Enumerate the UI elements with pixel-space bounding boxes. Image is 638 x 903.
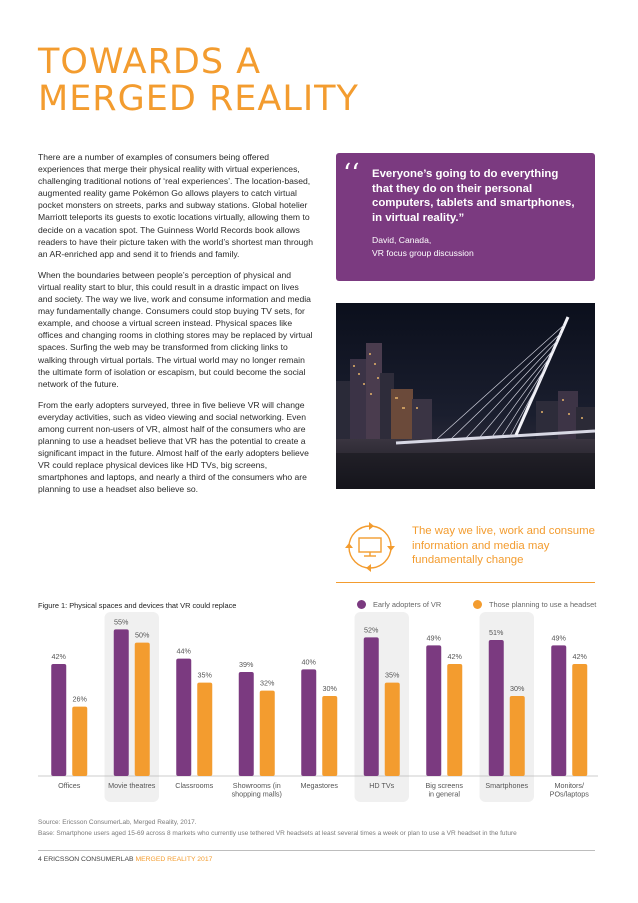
bar-planning (72, 707, 87, 776)
body-paragraph-3: From the early adopters surveyed, three in five believe VR will change everyday activities, such as video viewing and social networking. Even among current non-users of VR, almost half of the consumers who are planning to use a headset believe that VR has the potential to create a significant impact in the future. Almost half of the early adopters believe VR could replace physical devices like HD TVs, big screens, smartphones and laptops, and nearly a third of the consumers who are planning to use a headset also believe so. (38, 399, 309, 495)
data-label: 52% (364, 625, 379, 635)
quote-source: VR focus group discussion (372, 248, 474, 259)
bar-early-adopters (551, 645, 566, 776)
quote-mark-icon: ‘‘ (343, 159, 360, 189)
data-label: 50% (135, 630, 150, 640)
body-text (38, 151, 313, 505)
data-label: 42% (51, 652, 66, 661)
data-label: 35% (385, 670, 400, 680)
bar-early-adopters (489, 640, 504, 776)
bar-early-adopters (301, 669, 316, 776)
quote-attribution (372, 234, 579, 260)
bar-chart (38, 612, 598, 802)
legend-label: Early adopters of VR (373, 600, 442, 609)
bar-planning (572, 664, 587, 776)
bar-early-adopters (114, 629, 129, 776)
quote-text: Everyone’s going to do everything that they do on their personal computers, tablets and smartphones, in virtual reality.” (372, 168, 575, 224)
data-label: 30% (322, 684, 337, 693)
monitor-cycle-icon (344, 521, 396, 573)
quote-box (336, 153, 595, 281)
city-bridge-image (336, 303, 595, 489)
bar-planning (322, 696, 337, 776)
bar-early-adopters (426, 645, 441, 776)
bar-planning (385, 683, 400, 776)
data-label: 39% (239, 660, 254, 669)
legend-item-planning (473, 600, 596, 609)
bar-chart-svg (38, 612, 598, 802)
category-label: Big screens (425, 781, 464, 790)
data-label: 44% (176, 646, 191, 656)
bar-planning (197, 683, 212, 776)
category-label: POs/laptops (549, 789, 589, 799)
quote-author: David, Canada, (372, 235, 432, 246)
body-paragraph-2: When the boundaries between people’s perception of physical and virtual reality start to blur, this could result in a drastic impact on lives and society. The way we live, work and consume information and media may fundamentally change. Consumers could stop buying TV sets, for example, and choose a virtual screen instead. Physical spaces like offices and changing rooms in clothing stores may be replaced by virtual spaces. Surfing the web may be transformed from clicking links to walking through virtual portals. The virtual world may no longer remain the ultimate form of isolation or escapism, but could become the social network of the future. (38, 269, 313, 389)
category-label: HD TVs (369, 781, 395, 790)
bar-planning (260, 691, 275, 776)
callout-divider (336, 582, 595, 583)
figure-title: Figure 1: Physical spaces and devices that VR could replace (38, 601, 237, 610)
category-label: in general (428, 789, 461, 799)
bar-planning (447, 664, 462, 776)
title-line-1: TOWARDS A (38, 42, 262, 82)
data-label: 30% (510, 684, 525, 693)
category-label: Monitors/ (554, 781, 585, 790)
page-footer (38, 856, 212, 863)
page-title (38, 44, 359, 118)
category-label: Showrooms (in (232, 781, 281, 790)
page-number: 4 (38, 856, 42, 863)
data-label: 49% (551, 633, 566, 643)
category-label: Classrooms (175, 781, 214, 790)
data-label: 32% (260, 678, 275, 688)
category-highlight (355, 612, 410, 802)
legend-label: Those planning to use a headset (489, 600, 597, 609)
footer-divider (38, 850, 595, 851)
data-label: 55% (114, 617, 129, 627)
title-line-2: MERGED REALITY (38, 79, 359, 119)
category-highlight (480, 612, 535, 802)
virtual-screen-icon (344, 521, 396, 573)
category-label: Movie theatres (108, 781, 156, 790)
bar-early-adopters (176, 659, 191, 776)
callout-text: The way we live, work and consume information and media may fundamentally change (412, 525, 595, 567)
category-label: shopping malls) (231, 789, 282, 799)
bridge-photo (336, 303, 595, 489)
bar-early-adopters (239, 672, 254, 776)
data-label: 26% (72, 694, 87, 704)
data-label: 42% (572, 652, 587, 661)
category-label: Smartphones (485, 781, 529, 790)
bar-planning (510, 696, 525, 776)
bar-planning (135, 643, 150, 776)
footer-document: MERGED REALITY 2017 (135, 856, 213, 863)
data-label: 35% (197, 670, 212, 680)
legend-swatch-orange (473, 600, 482, 609)
bar-early-adopters (364, 637, 379, 776)
category-label: Offices (58, 781, 81, 790)
source-note (38, 817, 598, 839)
data-label: 42% (447, 652, 462, 661)
body-paragraph-1: There are a number of examples of consumers being offered experiences that merge their physical reality with virtual experiences, challenging traditional notions of ‘real experiences’. The location-based, augmented reality game Pokémon Go allows players to catch virtual pocket monsters on streets, parks and subway stations. Global hotelier Marriott teleports its guests to exotic locations virtually, allowing them to decide on a vacation spot. The Guinness World Records book allows readers to have their picture taken with the world’s shortest man through an AR-enriched app and send it to friends and family. (38, 152, 313, 259)
legend-swatch-purple (357, 600, 366, 609)
data-label: 40% (301, 657, 316, 667)
footer-brand: ERICSSON CONSUMERLAB (43, 856, 134, 863)
category-highlight (105, 612, 160, 802)
legend-item-early-adopters (357, 600, 441, 609)
source-line: Source: Ericsson ConsumerLab, Merged Reality, 2017. (38, 819, 197, 826)
base-line: Base: Smartphone users aged 15-69 across 8 markets who currently use tethered VR headsets at least several times a week or plan to use a VR headset in the future (38, 830, 517, 837)
category-label: Megastores (300, 781, 339, 790)
data-label: 51% (489, 628, 504, 637)
bar-early-adopters (51, 664, 66, 776)
data-label: 49% (426, 633, 441, 643)
